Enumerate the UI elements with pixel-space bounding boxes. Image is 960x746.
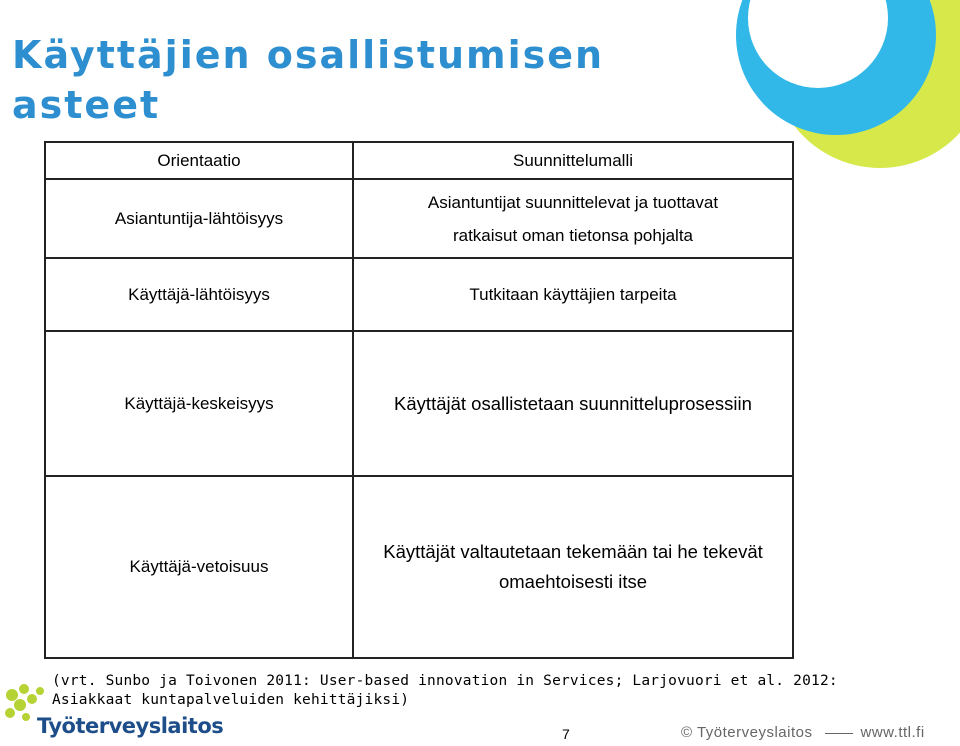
orientation-cell: Käyttäjä-keskeisyys xyxy=(45,331,353,476)
orientation-cell: Käyttäjä-vetoisuus xyxy=(45,476,353,658)
participation-table xyxy=(44,141,794,659)
table-row xyxy=(45,258,793,331)
footer-divider xyxy=(825,733,853,734)
table-row xyxy=(45,476,793,658)
model-cell: Käyttäjät osallistetaan suunnitteluprosessiin xyxy=(353,331,793,476)
model-text-line: Käyttäjät valtautetaan tekemään tai he tekevät xyxy=(383,541,763,562)
table-row xyxy=(45,179,793,258)
header-design-model: Suunnittelumalli xyxy=(353,142,793,179)
header-orientation: Orientaatio xyxy=(45,142,353,179)
orientation-cell: Asiantuntija-lähtöisyys xyxy=(45,179,353,258)
copyright-text: © Työterveyslaitos xyxy=(681,724,813,741)
model-text-line: Asiantuntijat suunnittelevat ja tuottavat xyxy=(427,192,719,212)
footer-copyright xyxy=(681,724,925,741)
page-title: Käyttäjien osallistumisen asteet xyxy=(12,33,605,127)
model-text-line: omaehtoisesti itse xyxy=(498,571,648,592)
page-number: 7 xyxy=(562,726,570,742)
orientation-cell: Käyttäjä-lähtöisyys xyxy=(45,258,353,331)
table-header-row xyxy=(45,142,793,179)
logo-wordmark: Työterveyslaitos xyxy=(37,714,224,738)
model-cell xyxy=(353,179,793,258)
table-row xyxy=(45,331,793,476)
source-line: Asiakkaat kuntapalveluiden kehittäjiksi) xyxy=(52,692,410,708)
model-text-line: ratkaisut oman tietonsa pohjalta xyxy=(452,225,694,245)
source-line: (vrt. Sunbo ja Toivonen 2011: User-based innovation in Services; Larjovuori et al. 2012: xyxy=(52,673,838,689)
model-cell: Tutkitaan käyttäjien tarpeita xyxy=(353,258,793,331)
model-cell xyxy=(353,476,793,658)
footer-url[interactable]: www.ttl.fi xyxy=(860,724,925,741)
